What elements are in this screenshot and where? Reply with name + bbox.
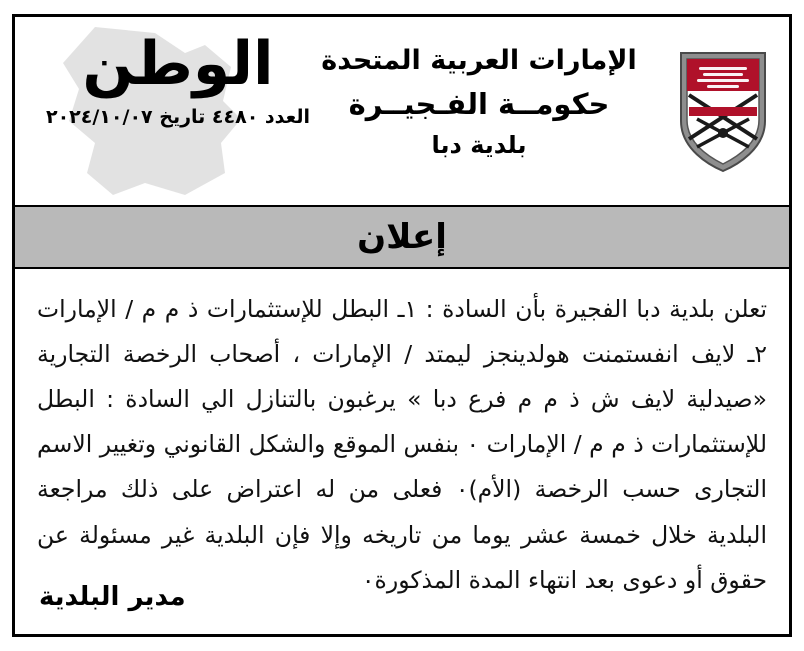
ad-frame (12, 14, 792, 637)
country-name: الإمارات العربية المتحدة (321, 45, 637, 76)
newspaper-logotype: الوطن (82, 29, 274, 99)
fujairah-government-emblem-icon (675, 47, 771, 175)
municipality-name: بلدية دبا (431, 131, 527, 160)
announcement-body-text: تعلن بلدية دبا الفجيرة بأن السادة : ١ـ البطل للإستثمارات ذ م م / الإمارات ٢ـ لايف انفستمنت هولدينجز ليمتد / الإمارات ، أصحاب الرخصة التجارية «صيدلية لايف ش ذ م م فرع دبا » يرغبون بالتنازل الي السادة : البطل للإستثمارات ذ م م / الإمارات ٠ بنفس الموقع والشكل القانوني وتغيير الاسم التجارى حسب الرخصة (الأم)٠ فعلى من له اعتراض على ذلك مراجعة البلدية خلال خمسة عشر يوما من تاريخه وإلا فإن البلدية غير مسئولة عن حقوق أو دعوى بعد انتهاء المدة المذكورة٠ (37, 295, 767, 594)
government-name: حكومــة الفـجيــرة (348, 86, 610, 121)
masthead (15, 17, 789, 207)
signature-line: مدير البلدية (39, 582, 186, 612)
newspaper-logotype-block (33, 27, 323, 128)
issue-date-line: العدد ٤٤٨٠ تاريخ ٢٠٢٤/١٠/٠٧ (45, 106, 311, 128)
announcement-title-band (15, 207, 789, 269)
announcement-heading: إعلان (357, 217, 447, 257)
announcement-body-area (15, 269, 789, 637)
government-heading-block (289, 41, 669, 165)
